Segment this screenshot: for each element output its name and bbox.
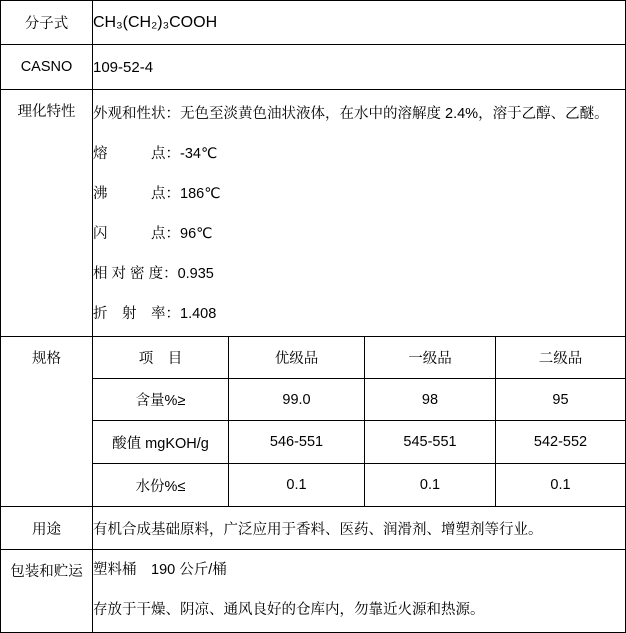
- row-physical-properties: [1, 90, 626, 337]
- spec-cell-content-first: 98: [365, 379, 496, 421]
- label-cas-number: CASNO: [1, 45, 93, 90]
- physical-properties-content: [93, 90, 626, 337]
- row-usage: [1, 507, 626, 550]
- row-molecular-formula: [1, 1, 626, 45]
- spec-cell-moisture-second: 0.1: [496, 464, 626, 507]
- spec-row-moisture: [1, 464, 626, 507]
- packaging-storage-content: [93, 550, 626, 633]
- spec-cell-content-name: 含量%≥: [93, 379, 229, 421]
- spec-row-acid-value: [1, 421, 626, 464]
- spec-row-content: [1, 379, 626, 421]
- row-packaging-storage: [1, 550, 626, 633]
- property-line-boiling-point: 沸 点：186℃: [93, 186, 221, 202]
- row-spec-header: [1, 337, 626, 379]
- property-line-appearance: 外观和性状：无色至淡黄色油状液体，在水中的溶解度 2.4%，溶于乙醇、乙醚。: [93, 106, 609, 122]
- spec-cell-moisture-premium: 0.1: [229, 464, 365, 507]
- spec-cell-content-second: 95: [496, 379, 626, 421]
- label-physical-properties: 理化特性: [1, 90, 93, 337]
- spec-header-second-grade: 二级品: [496, 337, 626, 379]
- label-usage: 用途: [1, 507, 93, 550]
- spec-cell-acid-name: 酸值 mgKOH/g: [93, 421, 229, 464]
- label-specification: 规格: [1, 337, 93, 507]
- property-line-refractive-index: 折 射 率：1.408: [93, 306, 217, 322]
- property-line-relative-density: 相 对 密 度：0.935: [93, 266, 214, 282]
- spec-cell-moisture-name: 水份%≤: [93, 464, 229, 507]
- row-cas-number: [1, 45, 626, 90]
- spec-cell-content-premium: 99.0: [229, 379, 365, 421]
- cas-number-value: 109-52-4: [93, 45, 626, 90]
- label-packaging-storage: 包装和贮运: [1, 550, 93, 633]
- spec-header-premium-grade: 优级品: [229, 337, 365, 379]
- spec-header-item: 项 目: [93, 337, 229, 379]
- property-line-melting-point: 熔 点：-34℃: [93, 146, 218, 162]
- spec-header-first-grade: 一级品: [365, 337, 496, 379]
- packaging-line-container: 塑料桶 190 公斤/桶: [93, 562, 227, 578]
- spec-cell-acid-first: 545-551: [365, 421, 496, 464]
- usage-value: 有机合成基础原料，广泛应用于香料、医药、润滑剂、增塑剂等行业。: [93, 507, 626, 550]
- spec-cell-acid-second: 542-552: [496, 421, 626, 464]
- label-molecular-formula: 分子式: [1, 1, 93, 45]
- molecular-formula-value: CH₃(CH₂)₃COOH: [93, 1, 626, 45]
- spec-cell-acid-premium: 546-551: [229, 421, 365, 464]
- property-line-flash-point: 闪 点：96℃: [93, 226, 213, 242]
- packaging-line-storage: 存放于干燥、阴凉、通风良好的仓库内，勿靠近火源和热源。: [93, 602, 485, 618]
- spec-cell-moisture-first: 0.1: [365, 464, 496, 507]
